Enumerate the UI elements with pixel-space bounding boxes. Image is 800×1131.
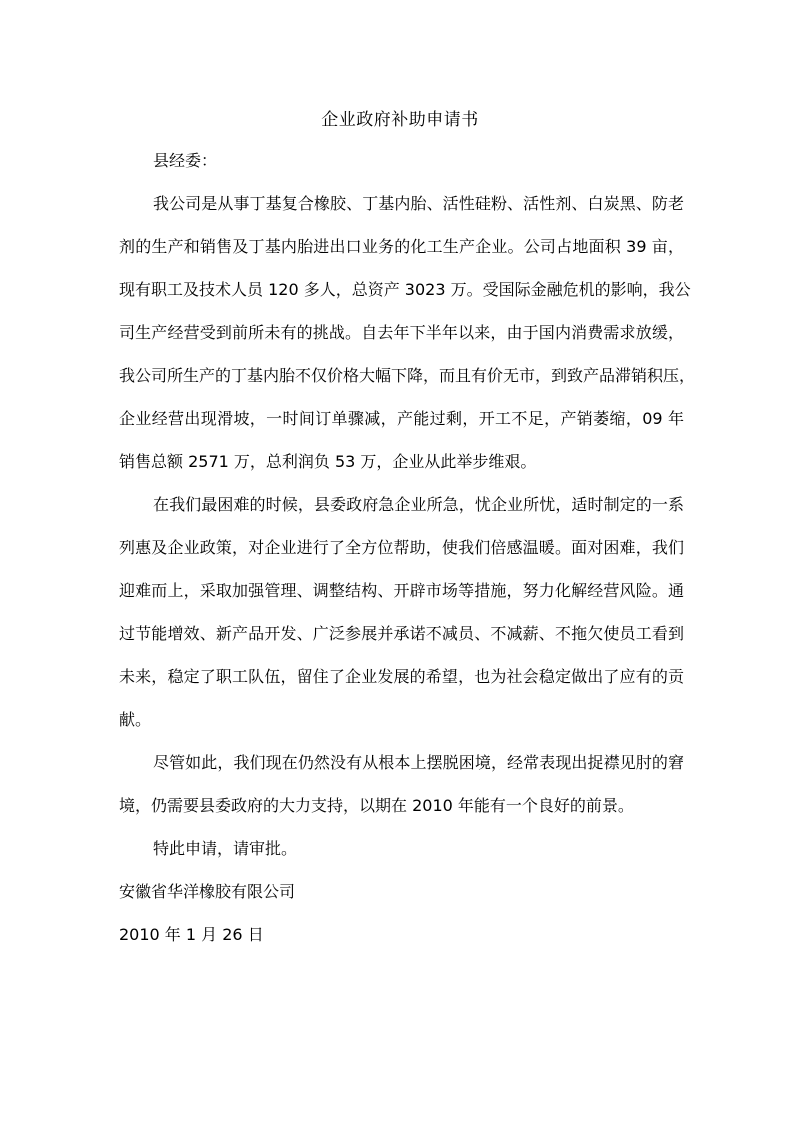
paragraph-2-line-3: 迎难而上，采取加强管理、调整结构、开辟市场等措施，努力化解经营风险。通 [119, 581, 684, 600]
paragraph-1-line-1: 我公司是从事丁基复合橡胶、丁基内胎、活性硅粉、活性剂、白炭黑、防老 [153, 194, 684, 213]
closing-line: 特此申请，请审批。 [153, 839, 298, 858]
salutation: 县经委： [153, 151, 218, 170]
paragraph-1-line-6: 企业经营出现滑坡，一时间订单骤减，产能过剩，开工不足，产销萎缩，09 年 [119, 409, 684, 428]
paragraph-1-line-7: 销售总额 2571 万，总利润负 53 万，企业从此举步维艰。 [119, 452, 537, 471]
paragraph-2-line-5: 未来，稳定了职工队伍，留住了企业发展的希望，也为社会稳定做出了应有的贡 [119, 667, 684, 686]
document-title: 企业政府补助申请书 [321, 110, 479, 130]
signature-company: 安徽省华洋橡胶有限公司 [119, 882, 296, 901]
paragraph-1-line-2: 剂的生产和销售及丁基内胎进出口业务的化工生产企业。公司占地面积 39 亩， [119, 237, 684, 256]
paragraph-2-line-2: 列惠及企业政策，对企业进行了全方位帮助，使我们倍感温暖。面对困难，我们 [119, 538, 684, 557]
paragraph-1-line-4: 司生产经营受到前所未有的挑战。自去年下半年以来，由于国内消费需求放缓， [119, 323, 684, 342]
paragraph-2-line-6: 献。 [119, 710, 152, 729]
paragraph-1-line-3: 现有职工及技术人员 120 多人，总资产 3023 万。受国际金融危机的影响，我公 [119, 280, 691, 299]
paragraph-1-line-5: 我公司所生产的丁基内胎不仅价格大幅下降，而且有价无市，到致产品滞销积压， [119, 366, 696, 385]
paragraph-3-line-1: 尽管如此，我们现在仍然没有从根本上摆脱困境，经常表现出捉襟见肘的窘 [153, 753, 684, 772]
paragraph-3-line-2: 境，仍需要县委政府的大力支持，以期在 2010 年能有一个良好的前景。 [119, 796, 634, 815]
signature-date: 2010 年 1 月 26 日 [119, 925, 264, 944]
paragraph-2-line-4: 过节能增效、新产品开发、广泛参展并承诺不减员、不减薪、不拖欠使员工看到 [119, 624, 684, 643]
paragraph-2-line-1: 在我们最困难的时候，县委政府急企业所急，忧企业所忧，适时制定的一系 [153, 495, 684, 514]
